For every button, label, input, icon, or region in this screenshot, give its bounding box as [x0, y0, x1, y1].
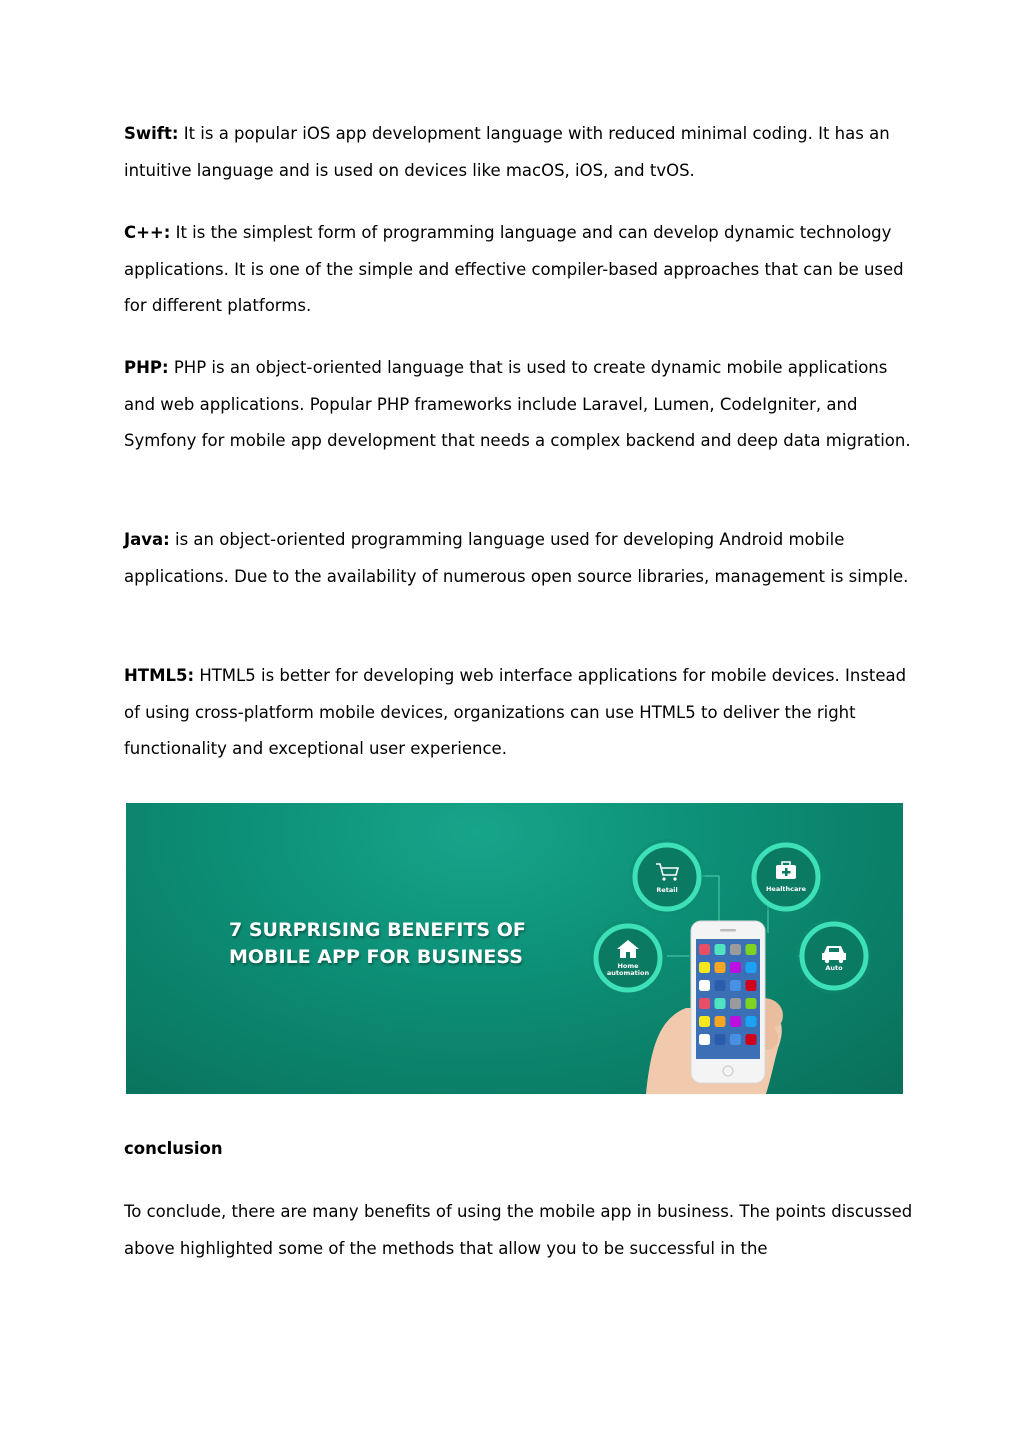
bubble-label-healthcare: Healthcare: [765, 885, 807, 893]
app-icon: [730, 962, 741, 973]
app-icon: [746, 980, 757, 991]
paragraph-html5: [124, 658, 914, 768]
text-html5: HTML5 is better for developing web interface applications for mobile devices. Instead of using cross-platform mobile devices, organizations can use HTML5 to deliver the right functionality and exceptional user experience.: [124, 666, 907, 758]
app-icon: [715, 980, 726, 991]
text-java: is an object-oriented programming language used for developing Android mobile applications. Due to the availability of numerous open source libraries, management is simple.: [124, 530, 909, 586]
app-icon: [715, 1034, 726, 1045]
app-icon: [715, 1016, 726, 1027]
app-icon: [746, 998, 757, 1009]
bubble-label-home: Home automation: [606, 962, 650, 977]
term-java: Java:: [124, 530, 170, 549]
paragraph-cpp: [124, 215, 914, 325]
paragraph-php: [124, 350, 914, 460]
app-icon: [715, 998, 726, 1009]
text-cpp: It is the simplest form of programming language and can develop dynamic technology applications. It is one of the simple and effective compiler-based approaches that can be used for different platforms.: [124, 223, 904, 315]
paragraph-java: [124, 522, 914, 595]
app-icon: [746, 944, 757, 955]
bubble-label-retail: Retail: [656, 886, 678, 894]
banner-title-line2: MOBILE APP FOR BUSINESS: [229, 946, 523, 968]
term-cpp: C++:: [124, 223, 171, 242]
app-icon: [730, 944, 741, 955]
app-icon: [730, 998, 741, 1009]
text-swift: It is a popular iOS app development language with reduced minimal coding. It has an intuitive language and is used on devices like macOS, iOS, and tvOS.: [124, 124, 890, 180]
app-icon: [699, 1016, 710, 1027]
text-php: PHP is an object-oriented language that is used to create dynamic mobile applications and web applications. Popular PHP frameworks include Laravel, Lumen, CodeIgniter, and Symfony for mobile app development that needs a complex backend and deep data migration.: [124, 358, 911, 450]
term-php: PHP:: [124, 358, 169, 377]
app-icon: [699, 962, 710, 973]
conclusion-heading: conclusion: [124, 1139, 223, 1158]
app-icon: [715, 962, 726, 973]
term-html5: HTML5:: [124, 666, 195, 685]
app-icon: [746, 1034, 757, 1045]
app-icon: [699, 944, 710, 955]
bubble-retail: [629, 839, 705, 915]
bubble-label-auto: Auto: [825, 964, 843, 972]
app-icon: [746, 1016, 757, 1027]
app-icon: [699, 998, 710, 1009]
app-icon: [699, 980, 710, 991]
benefits-banner-image: [126, 803, 903, 1094]
term-swift: Swift:: [124, 124, 179, 143]
app-icon: [699, 1034, 710, 1045]
banner-title-line1: 7 SURPRISING BENEFITS OF: [229, 919, 526, 941]
app-icon: [730, 980, 741, 991]
conclusion-paragraph: To conclude, there are many benefits of using the mobile app in business. The points discussed above highlighted some of the methods that allow you to be successful in the: [124, 1202, 913, 1258]
app-icon: [730, 1034, 741, 1045]
paragraph-swift: [124, 116, 914, 189]
app-icon: [730, 1016, 741, 1027]
app-icon: [746, 962, 757, 973]
app-icon: [715, 944, 726, 955]
